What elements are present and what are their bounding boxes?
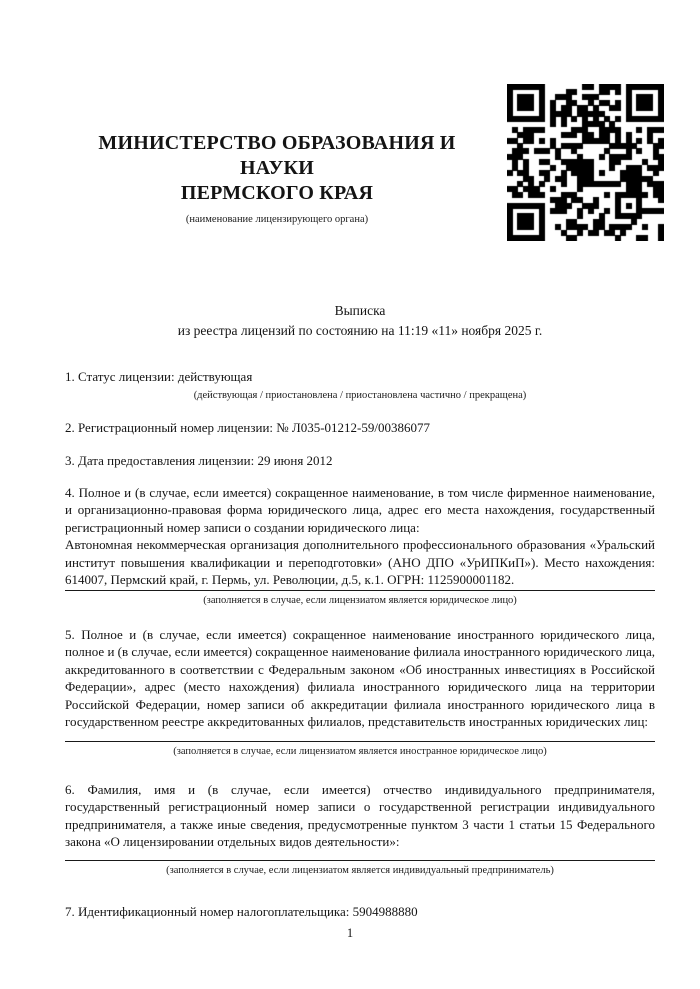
document-title-line1: Выписка xyxy=(334,303,386,318)
ministry-name-line1: МИНИСТЕРСТВО ОБРАЗОВАНИЯ И НАУКИ xyxy=(98,132,456,179)
page-number: 1 xyxy=(346,926,354,940)
ministry-caption: (наименование лицензирующего органа) xyxy=(185,214,369,225)
item-foreign-entity-note: (заполняется в случае, если лицензиатом является иностранное юридическое лицо) xyxy=(173,745,547,757)
divider-line xyxy=(65,860,655,861)
item-legal-entity-note: (заполняется в случае, если лицензиатом является юридическое лицо) xyxy=(203,594,517,606)
divider-line xyxy=(65,741,655,742)
qr-code-icon xyxy=(507,84,664,241)
item-legal-entity-value: Автономная некоммерческая организация дополнительного профессионального образования «Уральский институт повышения квалификации и переподготовки» (АНО ДПО «УрИПКиП»). Место нахождения: 614007, Пермский край, г. Пермь, ул. Революции, д.5, к.1. ОГРН: 1125900001182. xyxy=(65,537,655,587)
item-registration-number: 2. Регистрационный номер лицензии: № Л035-01212-59/00386077 xyxy=(65,419,431,435)
divider-line xyxy=(65,590,655,591)
ministry-name-line2: ПЕРМСКОГО КРАЯ xyxy=(180,182,374,204)
item-license-status: 1. Статус лицензии: действующая xyxy=(65,369,253,384)
item-individual-entrepreneur xyxy=(65,781,655,877)
item-grant-date: 3. Дата предоставления лицензии: 29 июня 2012 xyxy=(65,453,333,468)
item-legal-entity-prompt: 4. Полное и (в случае, если имеется) сокращенное наименование, в том числе фирменное наименование, и организационно-правовая форма юридического лица, адрес его места нахождения, государственный регистрационный номер записи о создании юридического лица: xyxy=(65,484,655,535)
item-license-status-note: (действующая / приостановлена / приостановлена частично / прекращена) xyxy=(193,389,527,401)
document-body xyxy=(65,301,655,920)
item-foreign-entity xyxy=(65,626,655,758)
licensing-authority-header xyxy=(65,131,489,226)
item-legal-entity xyxy=(65,484,655,607)
item-taxpayer-number: 7. Идентификационный номер налогоплательщика: 5904988880 xyxy=(65,903,418,919)
item-individual-entrepreneur-note: (заполняется в случае, если лицензиатом является индивидуальный предприниматель) xyxy=(166,864,554,876)
document-title-line2: из реестра лицензий по состоянию на 11:19 «11» ноября 2025 г. xyxy=(177,323,543,338)
item-foreign-entity-prompt: 5. Полное и (в случае, если имеется) сокращенное наименование иностранного юридического лица, полное и (в случае, если имеется) сокращенное наименование филиала иностранного юридического лица, аккредитованного в соответствии с Федеральным законом «Об иностранных инвестициях в Российской Федерации», адрес (место нахождения) филиала иностранного юридического лица на территории Российской Федерации, номер записи об аккредитации филиала иностранного юридического лица в государственном реестре аккредитованных филиалов, представительств иностранных юридических лиц: xyxy=(65,626,655,729)
item-individual-entrepreneur-prompt: 6. Фамилия, имя и (в случае, если имеется) отчество индивидуального предпринимателя, государственный регистрационный номер записи о государственной регистрации индивидуального предпринимателя, а также иные сведения, предусмотренные пунктом 3 части 1 статьи 15 Федерального закона «О лицензировании отдельных видов деятельности»: xyxy=(65,781,655,849)
document-title xyxy=(65,301,655,341)
